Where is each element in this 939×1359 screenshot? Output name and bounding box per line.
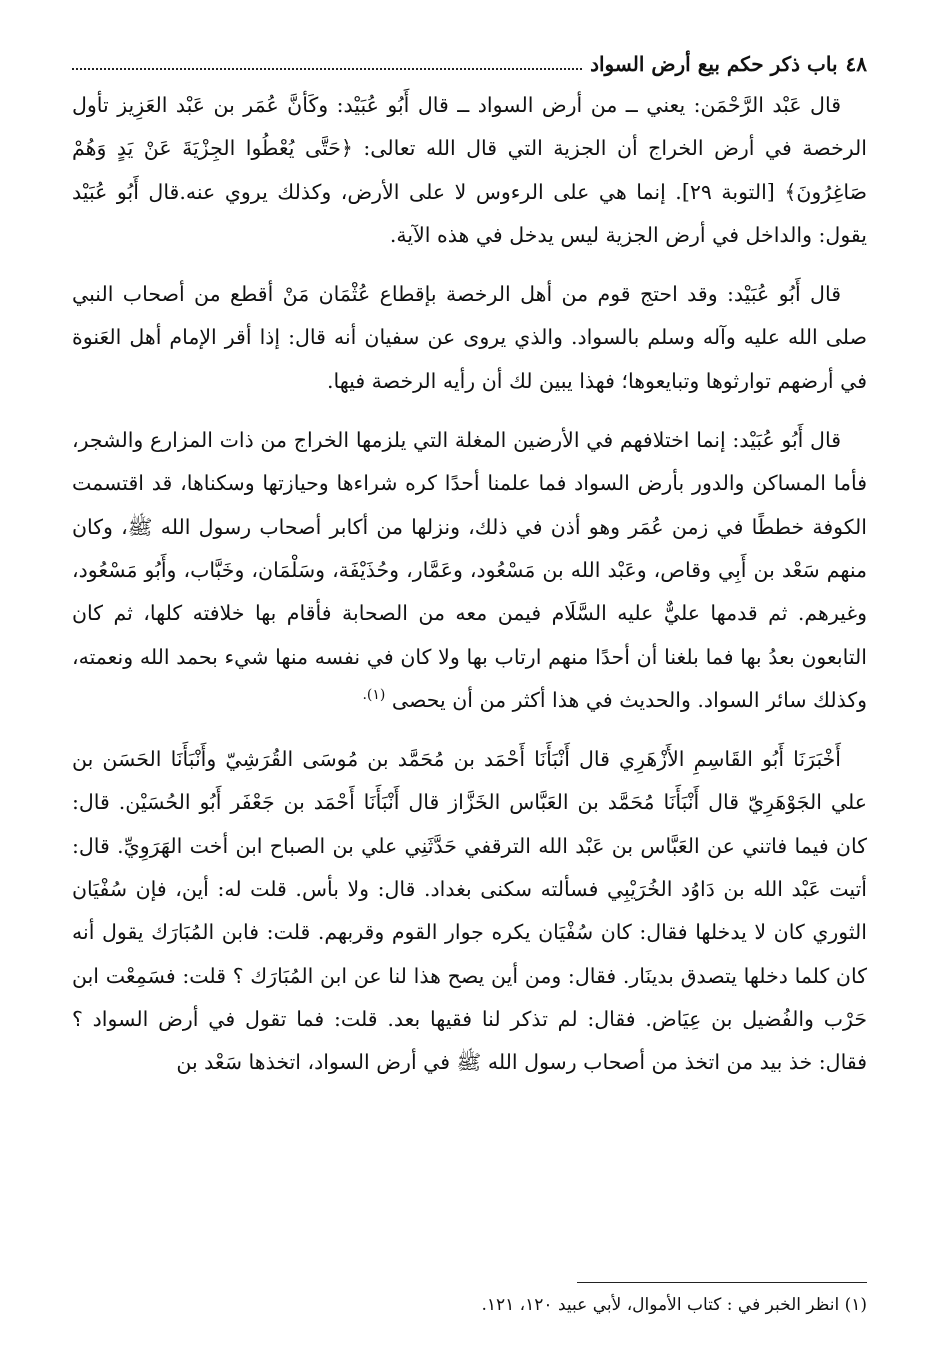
footnote-separator <box>577 1282 867 1283</box>
main-text <box>72 84 867 1085</box>
chapter-title: باب ذكر حكم بيع أرض السواد <box>590 52 838 76</box>
paragraph-4: أَخْبَرَنَا أَبُو القَاسِمِ الأَزْهَرِي قال أَنْبَأَنَا أَحْمَد بن مُحَمَّد بن مُوسَى القُرَشِيّ وأَنْبَأَنَا الحَسَن بن علي الجَوْهَرِيّ قال أَنْبَأَنَا مُحَمَّد بن العَبَّاس الخَزَّاز قال أَنْبَأَنَا أَحْمَد بن جَعْفَر أَبُو الحُسَيْن. قال: كان فيما فاتني عن العَبَّاس بن عَبْد الله الترقفي حَدَّثَنِي علي بن الصباح ابن أخت الهَرَوِيِّ. قال: أتيت عَبْد الله بن دَاوُد الخُرَيْبِي فسألته سكنى بغداد. قال: ولا بأس. قلت له: أين، فإن سُفْيَان الثوري كان لا يدخلها فقال: كان سُفْيَان يكره جوار القوم وقربهم. قلت: فابن المُبَارَك يقول أنه كان كلما دخلها يتصدق بدينَار. فقال: ومن أين يصح هذا لنا عن ابن المُبَارَك ؟ قلت: فسَمِعْت ابن حَرْب والفُضيل بن عِيَاض. فقال: لم تذكر لنا فقيها بعد. قلت: فما تقول في أرض السواد ؟ فقال: خذ بيد من اتخذ من أصحاب رسول الله ﷺ في أرض السواد، اتخذها سَعْد بن <box>72 747 867 1075</box>
paragraph-1: قال عَبْد الرَّحْمَن: يعني ــ من أرض السواد ــ قال أَبُو عُبَيْد: وكَأنَّ عُمَر بن عَبْد العَزِيز تأول الرخصة في أرض الخراج أن الجزية التي قال الله تعالى: ﴿حَتَّى يُعْطُوا الجِزْيَةَ عَنْ يَدٍ وَهُمْ صَاغِرُونَ﴾ [التوبة ٢٩]. إنما هي على الرءوس لا على الأرض، وكذلك يروي عنه.قال أَبُو عُبَيْد يقول: والداخل في أرض الجزية ليس يدخل في هذه الآية. <box>72 93 867 247</box>
paragraph-3 <box>72 419 867 722</box>
running-header <box>72 40 867 76</box>
paragraph-3-text: قال أَبُو عُبَيْد: إنما اختلافهم في الأرضين المغلة التي يلزمها الخراج من ذات المزارع والشجر، فأما المساكن والدور بأرض السواد فما علمنا أحدًا كره شراءها وحيازتها وسكناها، قد اقتسمت الكوفة خططًا في زمن عُمَر وهو أذن في ذلك، ونزلها من أكابر أصحاب رسول الله ﷺ، وكان منهم سَعْد بن أَبِي وقاص، وعَبْد الله بن مَسْعُود، وعَمَّار، وحُذَيْفَة، وسَلْمَان، وخَبَّاب، وأَبُو مَسْعُود، وغيرهم. ثم قدمها عليٌّ عليه السَّلَام فيمن معه من الصحابة فأقام بها خلافته كلها، ثم كان التابعون بعدُ بها فما بلغنا أن أحدًا منهم ارتاب بها ولا كان في نفسه منها شيء بحمد الله ونعمته، وكذلك سائر السواد. والحديث في هذا أكثر من أن يحصى <box>72 428 867 712</box>
page-number: ٤٨ <box>845 52 867 76</box>
footnote-reference: (١). <box>362 687 386 704</box>
paragraph-2: قال أَبُو عُبَيْد: وقد احتج قوم من أهل الرخصة بإقطاع عُثْمَان مَنْ أقطع من أصحاب النبي صلى الله عليه وآله وسلم بالسواد. والذي يروى عن سفيان أنه قال: إذا أقر الإمام أهل العَنوة في أرضهم توارثوها وتبايعوها؛ فهذا يبين لك أن رأيه الرخصة فيها. <box>72 282 867 393</box>
header-dot-leader <box>72 68 582 70</box>
footnote: (١) انظر الخبر في : كتاب الأموال، لأبي عبيد ١٢٠، ١٢١. <box>481 1295 867 1315</box>
